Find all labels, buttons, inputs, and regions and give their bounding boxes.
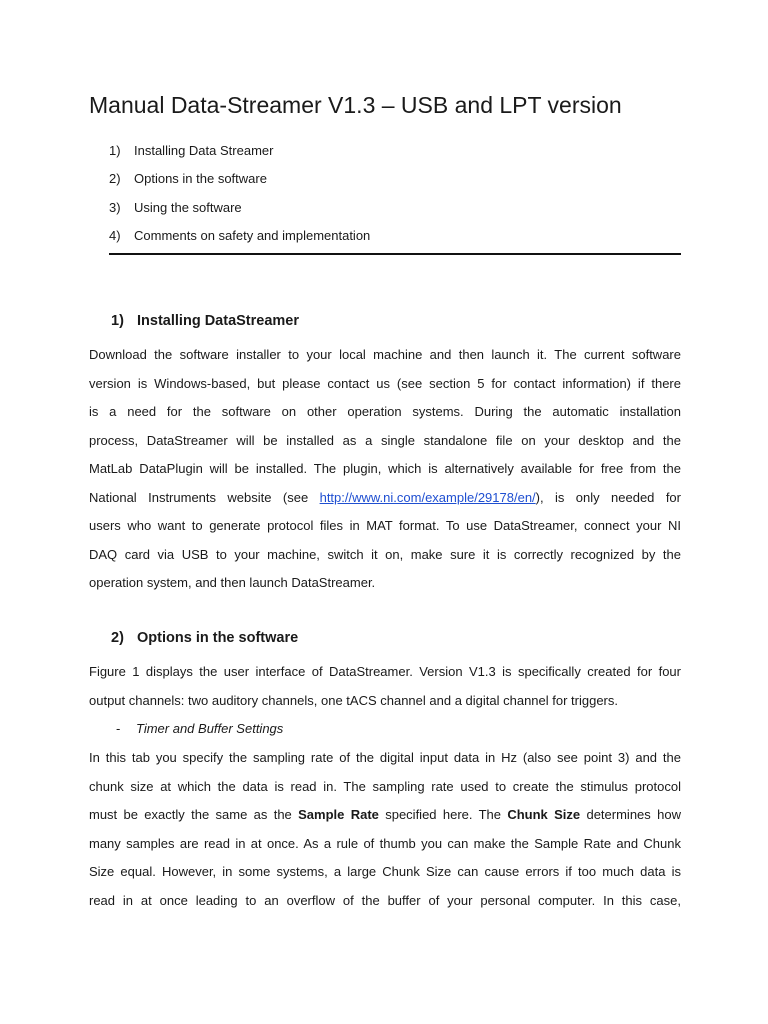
paragraph-line: In this tab you specify the sampling rate of the digital input data in Hz (also see point 3) and the <box>89 750 681 765</box>
paragraph-line <box>89 801 681 830</box>
toc-item <box>109 136 370 165</box>
paragraph-line: MatLab DataPlugin will be installed. The plugin, which is alternatively available for free from the <box>89 461 681 476</box>
paragraph-line: many samples are read in at once. As a rule of thumb you can make the Sample Rate and Chunk <box>89 835 681 851</box>
bullet-dash: - <box>116 721 121 736</box>
section-title: Options in the software <box>137 630 299 646</box>
paragraph-line: version is Windows-based, but please contact us (see section 5 for contact information) if there <box>89 375 681 391</box>
toc-label: Using the software <box>134 199 242 215</box>
section-2-paragraph <box>89 744 681 915</box>
toc-item <box>109 165 370 194</box>
chunk-size-term: Chunk Size <box>507 807 581 822</box>
section-number: 1) <box>111 313 124 329</box>
toc-number: 1) <box>109 142 121 158</box>
sample-rate-term: Sample Rate <box>298 807 379 822</box>
toc-number: 4) <box>109 228 121 244</box>
paragraph-line: Download the software installer to your local machine and then launch it. The current software <box>89 347 681 362</box>
section-2-heading <box>111 630 298 646</box>
document-title: Manual Data-Streamer V1.3 – USB and LPT version <box>89 92 622 118</box>
text-fragment: must be exactly the same as the <box>89 807 299 822</box>
paragraph-line: Size equal. However, in some systems, a large Chunk Size can cause errors if too much data is <box>89 864 681 879</box>
paragraph-line: process, DataStreamer will be installed as a single standalone file on your desktop and the <box>89 432 681 448</box>
section-1-heading <box>111 313 299 329</box>
paragraph-line: read in at once leading to an overflow of the buffer of your personal computer. In this case, <box>89 892 681 908</box>
paragraph-line: Figure 1 displays the user interface of DataStreamer. Version V1.3 is specifically created for four <box>89 664 681 679</box>
paragraph-line: chunk size at which the data is read in. The sampling rate used to create the stimulus protocol <box>89 778 681 794</box>
horizontal-divider <box>109 253 681 255</box>
paragraph-line: is a need for the software on other operation systems. During the automatic installation <box>89 404 681 419</box>
paragraph-line: users who want to generate protocol files in MAT format. To use DataStreamer, connect your NI <box>89 518 681 533</box>
toc-label: Installing Data Streamer <box>134 142 274 158</box>
toc-item <box>109 222 370 251</box>
toc-item <box>109 193 370 222</box>
toc-label: Comments on safety and implementation <box>134 228 371 244</box>
text-fragment: determines how <box>580 807 681 822</box>
toc-number: 2) <box>109 171 121 187</box>
section-number: 2) <box>111 630 124 646</box>
section-2-intro <box>89 658 681 715</box>
paragraph-line <box>89 484 681 513</box>
bullet-item <box>116 721 283 736</box>
text-fragment: ), is only needed for <box>535 489 681 505</box>
paragraph-line: output channels: two auditory channels, one tACS channel and a digital channel for triggers. <box>89 692 619 708</box>
paragraph-line: DAQ card via USB to your machine, switch it on, make sure it is correctly recognized by the <box>89 546 681 562</box>
table-of-contents <box>109 136 370 250</box>
section-title: Installing DataStreamer <box>137 313 300 329</box>
toc-number: 3) <box>109 199 121 215</box>
section-1-paragraph <box>89 341 681 598</box>
text-fragment: specified here. The <box>378 807 508 822</box>
toc-label: Options in the software <box>134 171 267 187</box>
paragraph-line: operation system, and then launch DataStreamer. <box>89 575 376 590</box>
bullet-label: Timer and Buffer Settings <box>136 721 284 736</box>
text-fragment: National Instruments website (see <box>89 489 320 505</box>
ni-example-link[interactable]: http://www.ni.com/example/29178/en/ <box>319 489 536 505</box>
